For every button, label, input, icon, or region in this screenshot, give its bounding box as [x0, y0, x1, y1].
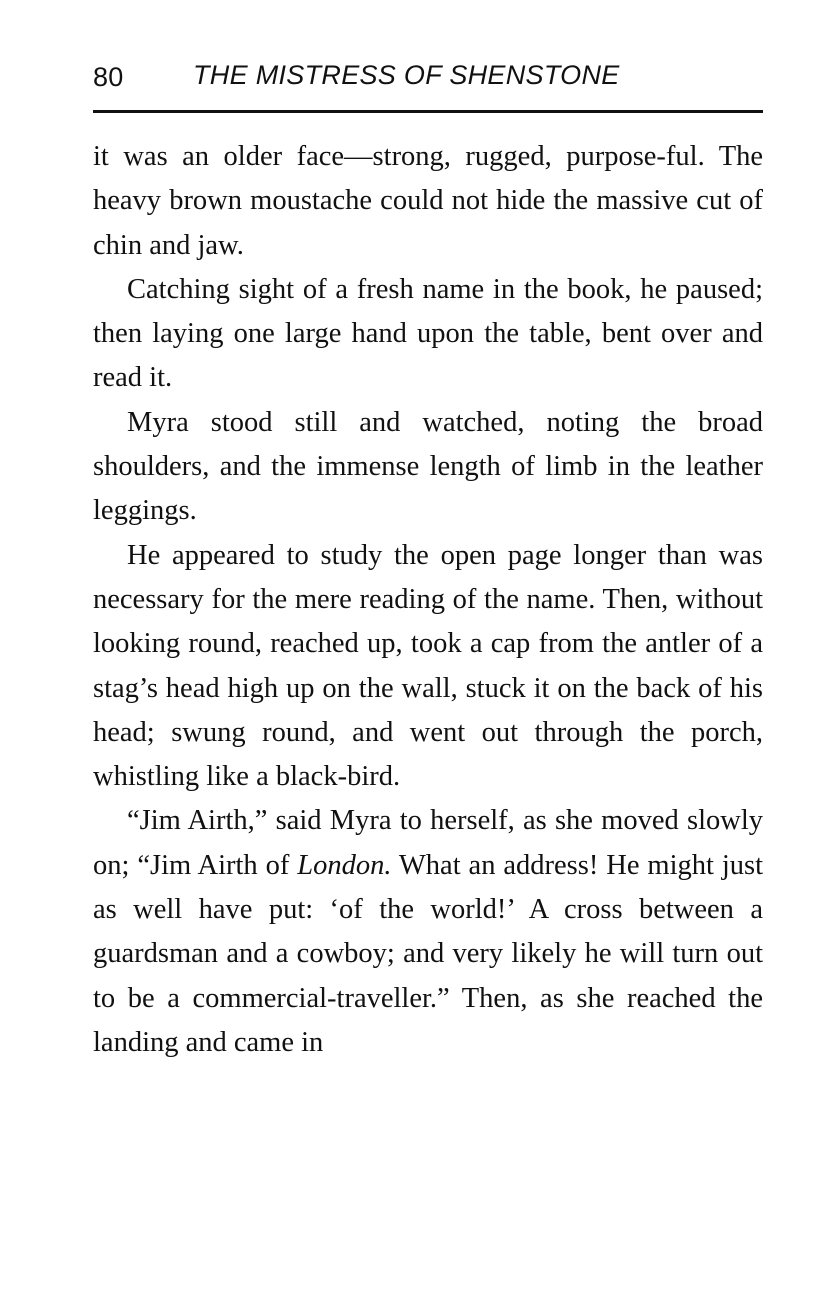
header-rule	[93, 110, 763, 113]
paragraph-5-after: What an address! He might just as well have put: ‘of the world!’ A cross between a guardsman and a cowboy; and very likely he will turn out to be a commercial-traveller.” Then, as she reached the landing and came in	[93, 849, 764, 1058]
paragraph-5-before: “Jim Airth,” said Myra to herself, as she moved slowly on; “Jim Airth of	[93, 805, 763, 881]
place-name-italic: London.	[297, 849, 392, 881]
body-text	[93, 135, 763, 1065]
book-page	[93, 56, 763, 1065]
paragraph-1: it was an older face—strong, rugged, purpose-ful. The heavy brown moustache could not hide the massive cut of chin and jaw.	[93, 141, 763, 261]
page-number: 80	[93, 62, 124, 92]
paragraph-5	[93, 799, 763, 1065]
paragraph-4: He appeared to study the open page longer than was necessary for the mere reading of the name. Then, without looking round, reached up, took a cap from the antler of a stag’s head high up on the wall, stuck it on the back of his head; swung round, and went out through the porch, whistling like a black-bird.	[93, 539, 763, 793]
running-title: THE MISTRESS OF SHENSTONE	[193, 60, 620, 90]
paragraph-2: Catching sight of a fresh name in the book, he paused; then laying one large hand upon the table, bent over and read it.	[93, 273, 763, 394]
page-header	[93, 56, 763, 102]
paragraph-3: Myra stood still and watched, noting the broad shoulders, and the immense length of limb in the leather leggings.	[93, 406, 763, 527]
